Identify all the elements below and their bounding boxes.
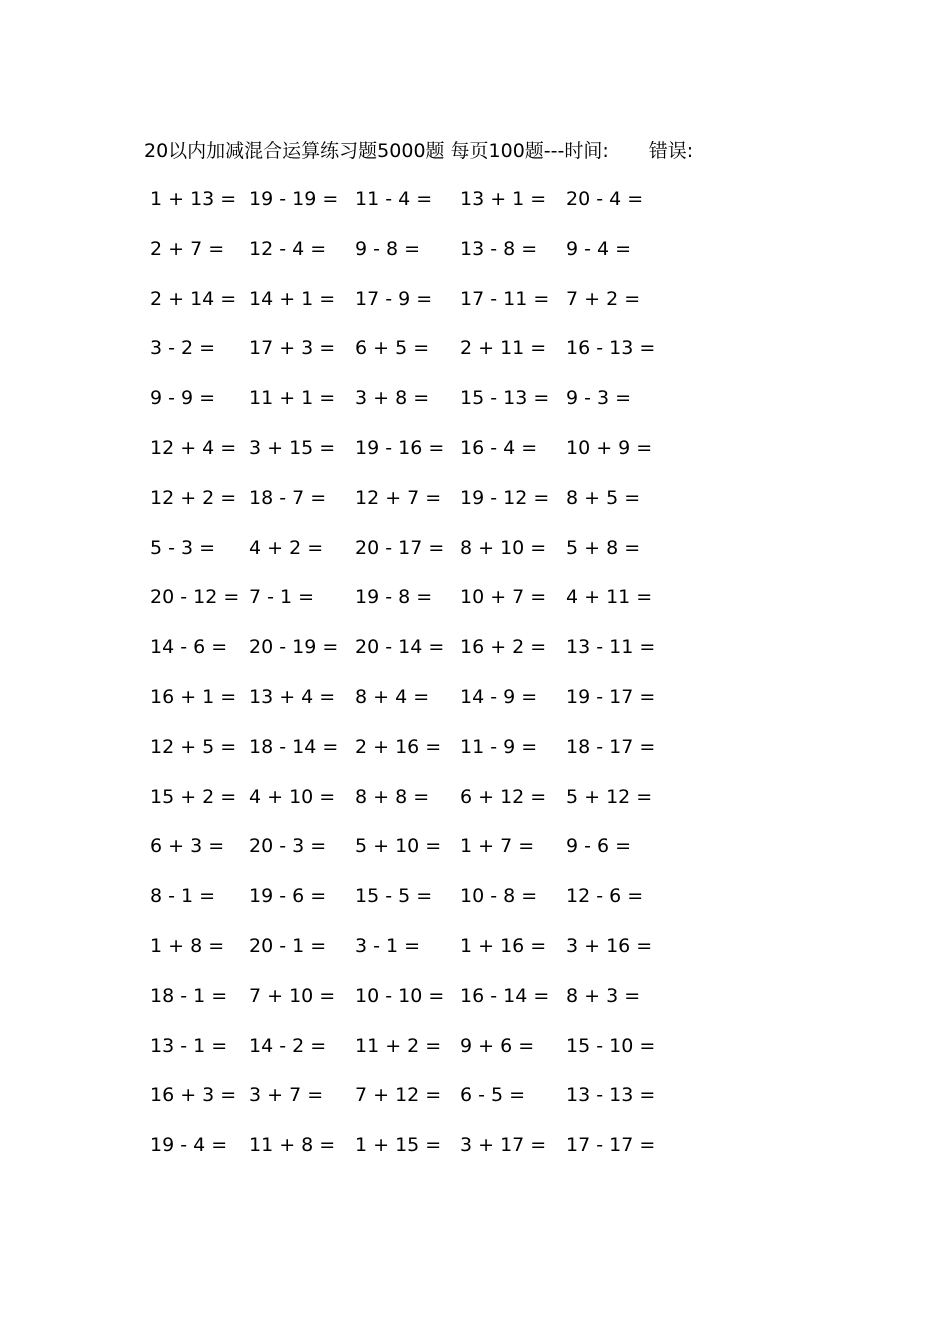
problem-row	[0, 632, 950, 682]
worksheet-header	[144, 136, 693, 166]
problem-item: 1 + 7 =	[460, 835, 535, 858]
problem-row	[0, 831, 950, 881]
problem-item: 2 + 14 =	[150, 287, 237, 310]
problem-item: 17 - 9 =	[355, 287, 433, 310]
problem-row	[0, 533, 950, 583]
problem-item: 4 + 10 =	[249, 785, 336, 808]
problem-row	[0, 333, 950, 383]
problem-item: 1 + 8 =	[150, 934, 225, 957]
problem-item: 1 + 15 =	[355, 1134, 442, 1157]
problem-item: 1 + 16 =	[460, 934, 547, 957]
problem-item: 5 + 8 =	[566, 536, 641, 559]
problem-row	[0, 1130, 950, 1180]
problem-item: 6 + 5 =	[355, 337, 430, 360]
problem-item: 10 - 8 =	[460, 885, 538, 908]
problem-item: 19 - 16 =	[355, 436, 445, 459]
problem-item: 7 + 10 =	[249, 984, 336, 1007]
problem-item: 20 - 14 =	[355, 636, 445, 659]
problem-item: 18 - 1 =	[150, 984, 228, 1007]
problem-row	[0, 184, 950, 234]
problem-item: 9 - 3 =	[566, 387, 632, 410]
problem-item: 16 - 14 =	[460, 984, 550, 1007]
problem-item: 9 - 8 =	[355, 237, 421, 260]
problem-item: 18 - 7 =	[249, 486, 327, 509]
problem-item: 6 + 12 =	[460, 785, 547, 808]
problem-item: 20 - 12 =	[150, 586, 240, 609]
problem-row	[0, 782, 950, 832]
problem-item: 13 - 13 =	[566, 1084, 656, 1107]
problem-item: 5 + 10 =	[355, 835, 442, 858]
problem-item: 8 + 4 =	[355, 685, 430, 708]
problem-item: 15 - 5 =	[355, 885, 433, 908]
problem-item: 2 + 16 =	[355, 735, 442, 758]
problem-item: 6 + 3 =	[150, 835, 225, 858]
problem-item: 19 - 12 =	[460, 486, 550, 509]
problem-item: 16 - 4 =	[460, 436, 538, 459]
problem-item: 9 + 6 =	[460, 1034, 535, 1057]
problem-item: 3 + 15 =	[249, 436, 336, 459]
problem-item: 2 + 7 =	[150, 237, 225, 260]
problem-item: 12 - 6 =	[566, 885, 644, 908]
problem-item: 16 + 1 =	[150, 685, 237, 708]
problem-row	[0, 284, 950, 334]
problem-item: 8 + 8 =	[355, 785, 430, 808]
problem-item: 8 - 1 =	[150, 885, 216, 908]
problem-item: 11 - 9 =	[460, 735, 538, 758]
problem-item: 20 - 4 =	[566, 188, 644, 210]
problem-row	[0, 1031, 950, 1081]
problem-item: 3 + 16 =	[566, 934, 653, 957]
problem-item: 19 - 8 =	[355, 586, 433, 609]
problem-item: 8 + 5 =	[566, 486, 641, 509]
problem-item: 12 - 4 =	[249, 237, 327, 260]
problem-item: 7 + 12 =	[355, 1084, 442, 1107]
problem-item: 3 + 17 =	[460, 1134, 547, 1157]
problem-row	[0, 981, 950, 1031]
problem-item: 13 - 8 =	[460, 237, 538, 260]
problem-item: 1 + 13 =	[150, 188, 237, 210]
problem-item: 5 + 12 =	[566, 785, 653, 808]
problem-item: 12 + 7 =	[355, 486, 442, 509]
problem-item: 11 + 8 =	[249, 1134, 336, 1157]
problem-item: 11 + 2 =	[355, 1034, 442, 1057]
problem-item: 14 - 9 =	[460, 685, 538, 708]
problem-item: 10 + 7 =	[460, 586, 547, 609]
problem-item: 13 + 1 =	[460, 188, 547, 210]
problem-item: 9 - 6 =	[566, 835, 632, 858]
problem-item: 16 + 3 =	[150, 1084, 237, 1107]
problem-item: 9 - 4 =	[566, 237, 632, 260]
problem-item: 10 - 10 =	[355, 984, 445, 1007]
problem-item: 15 + 2 =	[150, 785, 237, 808]
problem-row	[0, 1080, 950, 1130]
problem-item: 19 - 6 =	[249, 885, 327, 908]
problem-item: 15 - 13 =	[460, 387, 550, 410]
problem-row	[0, 383, 950, 433]
problem-item: 15 - 10 =	[566, 1034, 656, 1057]
problem-item: 16 + 2 =	[460, 636, 547, 659]
problem-item: 17 + 3 =	[249, 337, 336, 360]
problem-row	[0, 234, 950, 284]
problem-item: 14 + 1 =	[249, 287, 336, 310]
problem-row	[0, 732, 950, 782]
problem-item: 3 + 8 =	[355, 387, 430, 410]
problem-item: 7 + 2 =	[566, 287, 641, 310]
problem-item: 17 - 11 =	[460, 287, 550, 310]
problem-item: 5 - 3 =	[150, 536, 216, 559]
problem-item: 19 - 19 =	[249, 188, 339, 210]
problem-item: 18 - 17 =	[566, 735, 656, 758]
problem-item: 3 + 7 =	[249, 1084, 324, 1107]
problem-item: 4 + 11 =	[566, 586, 653, 609]
problem-item: 13 + 4 =	[249, 685, 336, 708]
worksheet-title: 20以内加减混合运算练习题5000题	[144, 140, 445, 162]
problem-item: 10 + 9 =	[566, 436, 653, 459]
problem-item: 20 - 3 =	[249, 835, 327, 858]
problem-item: 20 - 19 =	[249, 636, 339, 659]
problem-item: 12 + 5 =	[150, 735, 237, 758]
problem-item: 11 - 4 =	[355, 188, 433, 210]
problem-item: 7 - 1 =	[249, 586, 315, 609]
problem-item: 8 + 3 =	[566, 984, 641, 1007]
problem-row	[0, 682, 950, 732]
problem-item: 14 - 2 =	[249, 1034, 327, 1057]
problem-item: 20 - 1 =	[249, 934, 327, 957]
problem-item: 12 + 2 =	[150, 486, 237, 509]
problem-item: 18 - 14 =	[249, 735, 339, 758]
problem-item: 17 - 17 =	[566, 1134, 656, 1157]
problem-item: 12 + 4 =	[150, 436, 237, 459]
problem-item: 9 - 9 =	[150, 387, 216, 410]
problem-row	[0, 931, 950, 981]
problem-item: 3 - 1 =	[355, 934, 421, 957]
problem-item: 13 - 1 =	[150, 1034, 228, 1057]
problem-row	[0, 881, 950, 931]
problem-item: 6 - 5 =	[460, 1084, 526, 1107]
problem-item: 19 - 4 =	[150, 1134, 228, 1157]
problem-item: 8 + 10 =	[460, 536, 547, 559]
problem-item: 19 - 17 =	[566, 685, 656, 708]
problem-row	[0, 582, 950, 632]
problem-item: 16 - 13 =	[566, 337, 656, 360]
problem-row	[0, 433, 950, 483]
problem-item: 2 + 11 =	[460, 337, 547, 360]
problem-item: 11 + 1 =	[249, 387, 336, 410]
errors-label: 错误:	[648, 140, 694, 162]
problem-item: 4 + 2 =	[249, 536, 324, 559]
problem-row	[0, 483, 950, 533]
problem-item: 20 - 17 =	[355, 536, 445, 559]
problem-item: 3 - 2 =	[150, 337, 216, 360]
problem-item: 13 - 11 =	[566, 636, 656, 659]
problem-item: 14 - 6 =	[150, 636, 228, 659]
per-page-time-label: 每页100题---时间:	[450, 140, 609, 162]
problem-grid	[0, 184, 950, 1180]
